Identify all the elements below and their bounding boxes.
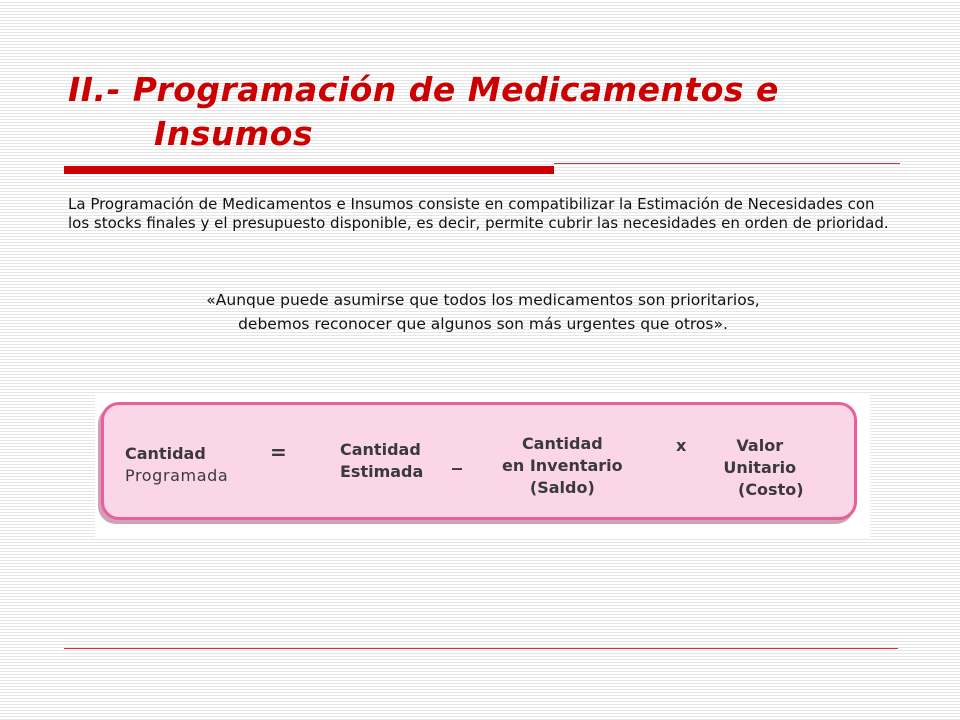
term-valor-line-2: Unitario <box>723 458 797 477</box>
term-inventario-line-3: (Saldo) <box>529 478 595 497</box>
quote <box>68 288 898 336</box>
term-inventario-line-1: Cantidad <box>521 434 603 453</box>
slide-title <box>68 68 779 156</box>
quote-line-1: «Aunque puede asumirse que todos los medicamentos son prioritarios, <box>206 291 760 309</box>
term-valor-unitario <box>716 435 804 501</box>
title-underline-thin <box>554 163 900 164</box>
term-valor-line-1: Valor <box>736 436 784 455</box>
title-underline-thick <box>64 166 554 174</box>
term-estimada-line-1: Cantidad <box>340 440 421 459</box>
term-cantidad-estimada <box>340 439 423 483</box>
title-line-2: Insumos <box>154 114 314 153</box>
term-cantidad-programada <box>125 443 228 487</box>
formula-image <box>95 394 870 538</box>
term-programada-line-2: Programada <box>125 466 229 485</box>
times-operator: x <box>676 436 687 455</box>
intro-paragraph: La Programación de Medicamentos e Insumos consiste en compatibilizar la Estimación de Necesidades con los stocks finales y el presupuesto disponible, es decir, permite cubrir las necesidades en orden de prioridad. <box>68 195 889 232</box>
title-line-1: II.- Programación de Medicamentos e <box>68 70 779 109</box>
formula-box <box>101 402 857 520</box>
term-estimada-line-2: Estimada <box>340 462 424 481</box>
minus-operator: _ <box>452 446 462 470</box>
equals-operator: = <box>270 440 287 464</box>
quote-line-2: debemos reconocer que algunos son más urgentes que otros». <box>238 315 728 333</box>
term-valor-line-3: (Costo) <box>738 480 804 499</box>
term-programada-line-1: Cantidad <box>125 444 206 463</box>
term-cantidad-inventario <box>502 433 623 499</box>
term-inventario-line-2: en Inventario <box>502 456 623 475</box>
footer-rule <box>64 648 898 649</box>
